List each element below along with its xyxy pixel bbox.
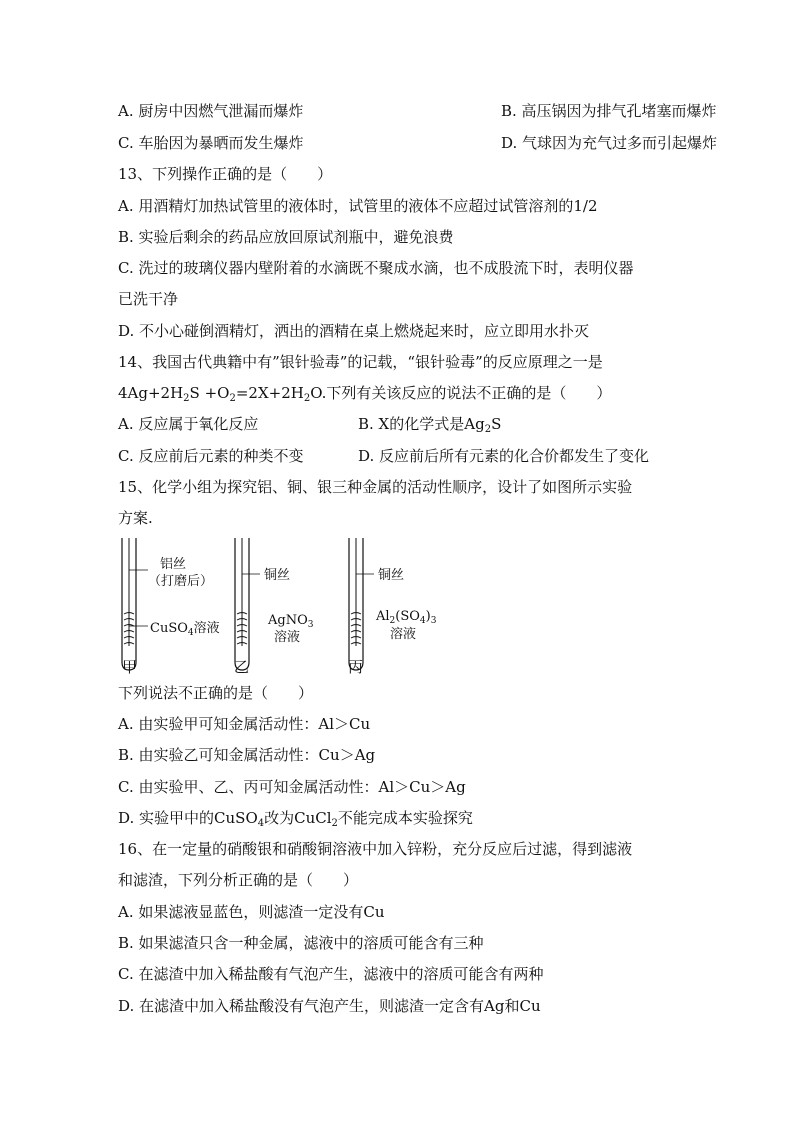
q15-experiment-figure: [118, 534, 498, 680]
bing-sol-sub2: 4: [419, 616, 426, 626]
jia-solution-label: [150, 620, 220, 638]
q14-options-row1: [118, 414, 502, 435]
q14-eq-sub2: 2: [229, 393, 236, 404]
bing-sol-sub1: 2: [389, 616, 396, 626]
jia-sol-end: 溶液: [193, 621, 220, 636]
label-yi: 乙: [234, 658, 250, 676]
q14-eq-part-a: 4Ag+2H: [118, 384, 184, 402]
q14-eq-part-d: O.下列有关该反应的说法不正确的是（ ）: [310, 384, 612, 402]
q15-option-d-sub2: 2: [331, 818, 338, 829]
q15-prompt: 下列说法不正确的是（ ）: [118, 684, 314, 702]
q13-option-d: D. 不小心碰倒酒精灯，洒出的酒精在桌上燃烧起来时，应立即用水扑灭: [118, 322, 590, 340]
q16-stem-line2: 和滤渣，下列分析正确的是（ ）: [118, 871, 359, 889]
yi-sol-sub: 3: [307, 620, 314, 630]
test-tube-bing: [348, 538, 437, 676]
q16-option-d: D. 在滤渣中加入稀盐酸没有气泡产生，则滤渣一定含有Ag和Cu: [118, 997, 541, 1015]
q14-stem-line1: 14、我国古代典籍中有”银针验毒”的记载，“银针验毒”的反应原理之一是: [118, 353, 603, 371]
q16-option-a: A. 如果滤液显蓝色，则滤渣一定没有Cu: [118, 903, 385, 921]
q15-stem-line1: 15、化学小组为探究铝、铜、银三种金属的活动性顺序，设计了如图所示实验: [118, 478, 633, 496]
q14-eq-part-b: S +O: [189, 384, 230, 402]
test-tube-jia: [122, 538, 220, 676]
q16-option-b: B. 如果滤渣只含一种金属，滤液中的溶质可能含有三种: [118, 934, 484, 952]
jia-sol-sub: 4: [187, 628, 194, 638]
q13-option-c-line1: C. 洗过的玻璃仪器内壁附着的水滴既不聚成水滴，也不成股流下时，表明仪器: [118, 259, 634, 277]
q15-option-d-text-a: D. 实验甲中的CuSO: [118, 809, 258, 827]
q12-options-row2: [118, 133, 718, 153]
q15-option-d-text-c: 不能完成本实验探究: [337, 809, 473, 827]
q14-equation-line: [118, 383, 611, 403]
jia-wire-label2: （打磨后）: [148, 574, 214, 589]
q14-eq-part-c: =2X+2H: [235, 384, 304, 402]
q14-option-b-end: S: [491, 415, 502, 433]
q16-option-c: C. 在滤渣中加入稀盐酸有气泡产生，滤液中的溶质可能含有两种: [118, 965, 544, 983]
jia-wire-label1: 铝丝: [160, 557, 187, 572]
label-bing: 丙: [348, 658, 364, 676]
yi-sol-formula: AgNO: [268, 613, 308, 628]
test-tube-yi: [234, 538, 314, 676]
bing-solution-label2: 溶液: [390, 627, 417, 642]
q14-option-b: [358, 414, 501, 434]
yi-wire-label: 铜丝: [264, 568, 291, 583]
q12-option-d: D. 气球因为充气过多而引起爆炸: [501, 134, 718, 152]
q14-option-a: A. 反应属于氧化反应: [118, 415, 259, 433]
q12-option-a: A. 厨房中因燃气泄漏而爆炸: [118, 102, 304, 120]
q13-option-a: A. 用酒精灯加热试管里的液体时，试管里的液体不应超过试管溶剂的1/2: [118, 197, 598, 215]
label-jia: 甲: [122, 658, 138, 676]
q12-options-row1: [118, 101, 717, 121]
q15-stem-line2: 方案.: [118, 509, 153, 527]
q14-eq-sub1: 2: [183, 393, 190, 404]
q16-stem-line1: 16、在一定量的硝酸银和硝酸铜溶液中加入锌粉，充分反应后过滤，得到滤液: [118, 840, 633, 858]
q15-option-c: C. 由实验甲、乙、丙可知金属活动性：Al＞Cu＞Ag: [118, 778, 466, 796]
q14-eq-sub3: 2: [303, 393, 311, 404]
q15-option-a: A. 由实验甲可知金属活动性：Al＞Cu: [118, 715, 371, 733]
bing-sol-a: Al: [376, 609, 390, 624]
bing-solution-label1: [375, 609, 437, 626]
q13-option-c-line2: 已洗干净: [118, 290, 179, 308]
bing-sol-end: ): [425, 609, 431, 624]
bing-wire-label: 铜丝: [378, 568, 405, 583]
bing-sol-sub3: 3: [430, 616, 437, 626]
jia-sol-formula: CuSO: [150, 621, 188, 636]
q15-option-d-text-b: 改为CuCl: [264, 809, 332, 827]
q14-option-b-text: B. X的化学式是Ag: [358, 415, 485, 433]
q13-stem: 13、下列操作正确的是（ ）: [118, 165, 333, 183]
q15-option-d: [118, 808, 473, 828]
yi-solution-label2: 溶液: [274, 630, 301, 645]
yi-solution-label1: [267, 613, 314, 630]
q12-option-c: C. 车胎因为暴晒而发生爆炸: [118, 134, 304, 152]
q14-option-c: C. 反应前后元素的种类不变: [118, 447, 304, 465]
q15-option-b: B. 由实验乙可知金属活动性：Cu＞Ag: [118, 746, 376, 764]
q14-options-row2: [118, 446, 650, 466]
bing-sol-mid: (SO: [395, 609, 420, 624]
q13-option-b: B. 实验后剩余的药品应放回原试剂瓶中，避免浪费: [118, 228, 454, 246]
q12-option-b: B. 高压锅因为排气孔堵塞而爆炸: [501, 102, 717, 120]
q14-option-b-sub: 2: [484, 424, 492, 435]
q14-option-d: D. 反应前后所有元素的化合价都发生了变化: [358, 447, 650, 465]
q15-option-d-sub1: 4: [257, 818, 265, 829]
